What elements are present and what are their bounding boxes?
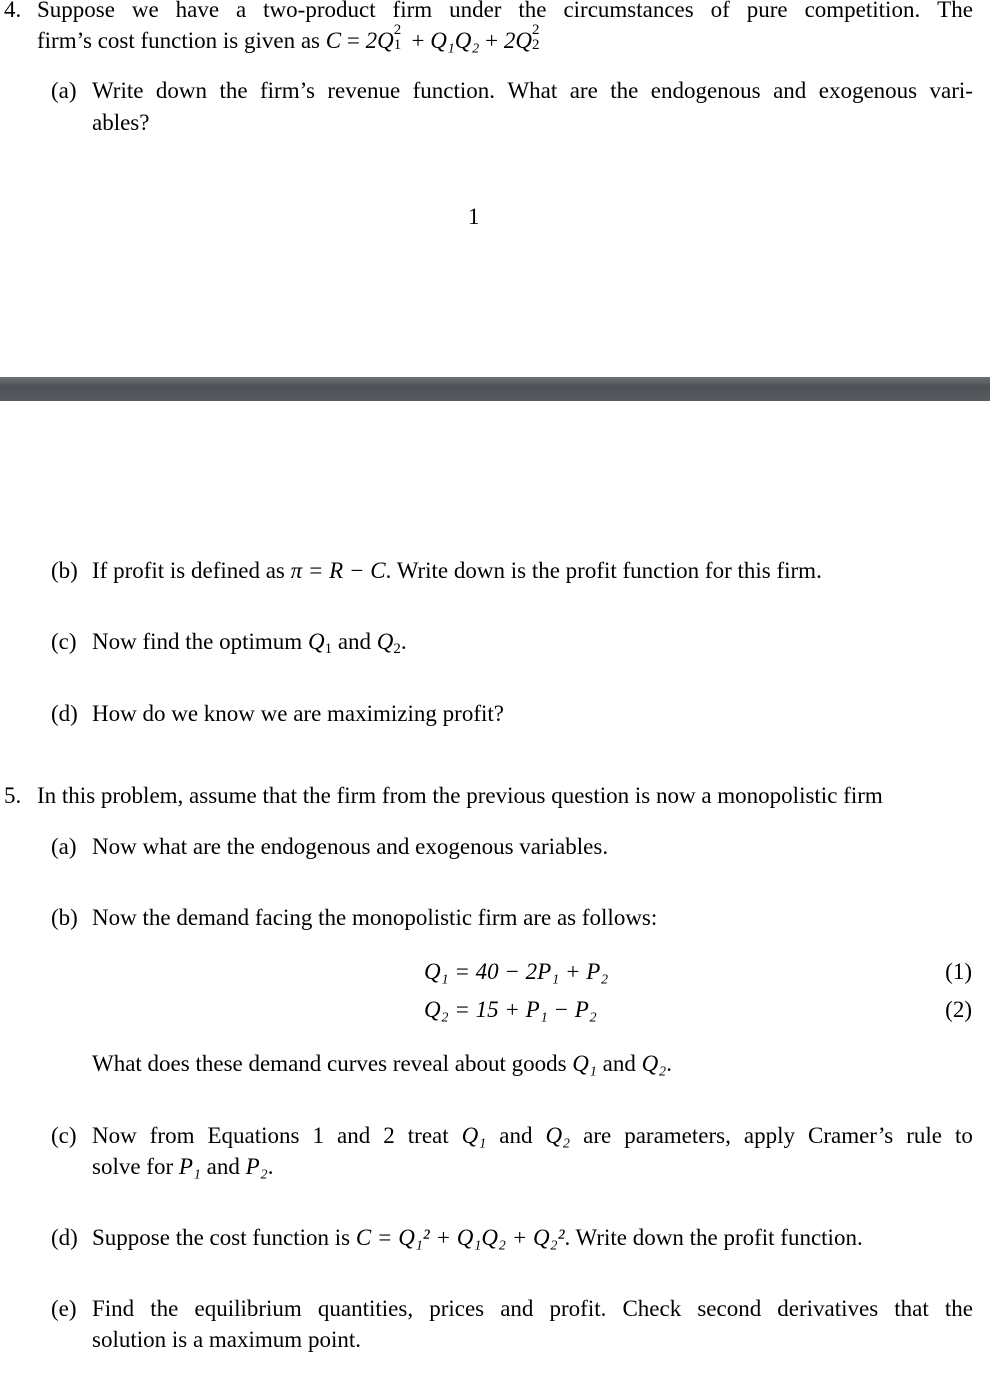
word: revenue [327, 78, 401, 103]
word: circumstances [563, 0, 694, 22]
page-break-divider [0, 377, 990, 401]
word: of [710, 0, 730, 22]
word: that [894, 1296, 929, 1321]
word: two-product [263, 0, 376, 22]
word: treat [407, 1123, 449, 1148]
word: and [773, 78, 807, 103]
demand-equation-2: Q₂ = 15 + P₁ − P₂ [424, 997, 597, 1022]
q5-intro: In this problem, assume that the firm from the previous question is now a monopolistic firm [37, 783, 883, 808]
word: vari- [929, 78, 973, 103]
word: have [175, 0, 220, 22]
q5e-line2: solution is a maximum point. [92, 1327, 361, 1352]
word: the [219, 78, 248, 103]
word: the [944, 1296, 973, 1321]
q5c-label: (c) [51, 1123, 77, 1148]
q5e-label: (e) [51, 1296, 77, 1321]
word: equilibrium [194, 1296, 302, 1321]
word: Suppose [37, 0, 115, 22]
q5d-cost-eq: C = Q₁² + Q₁Q₂ + Q₂² [355, 1225, 565, 1250]
q4-cost-equation: C = 2Q 2 1 + Q₁Q₂ + 2Q 2 2 [326, 28, 544, 53]
q5b-after: What does these demand curves reveal about goods Q₁ and Q₂. [92, 1051, 672, 1076]
q5d-text: Suppose the cost function is C = Q₁² + Q₁Q₂ + Q₂². Write down the profit function. [92, 1225, 863, 1250]
word: under [449, 0, 502, 22]
word: Write [92, 78, 144, 103]
q4-cost-term1: 2Q 2 1 [365, 22, 402, 53]
word: and [499, 1123, 533, 1148]
page-number: 1 [468, 204, 480, 229]
q4-cost-term3: 2Q 2 2 [503, 22, 540, 53]
q5a-text: Now what are the endogenous and exogenous variables. [92, 834, 609, 859]
word: the [610, 78, 639, 103]
q4a-label: (a) [51, 78, 77, 103]
word: and [500, 1296, 534, 1321]
word: function. [412, 78, 496, 103]
word: derivatives [777, 1296, 879, 1321]
word: endogenous [650, 78, 761, 103]
word: apply [743, 1123, 795, 1148]
q4-intro-line1 [37, 0, 973, 23]
word: parameters, [624, 1123, 731, 1148]
q4b-profit-eq: π = R − C [290, 558, 386, 583]
word: are [569, 78, 598, 103]
word: Q₂ [545, 1123, 571, 1148]
word: second [697, 1296, 762, 1321]
q5e-line1 [92, 1296, 973, 1322]
word: Cramer’s [808, 1123, 894, 1148]
word: Find [92, 1296, 135, 1321]
q4-cost-lhs: C [325, 28, 342, 53]
word: rule [906, 1123, 942, 1148]
q4-number: 4. [4, 0, 22, 22]
word: Check [622, 1296, 682, 1321]
word: What [507, 78, 558, 103]
word: quantities, [317, 1296, 414, 1321]
q4-cost-term2: Q₁Q₂ [430, 28, 480, 53]
q5-number: 5. [4, 783, 22, 808]
word: Now [92, 1123, 137, 1148]
demand-equation-1: Q₁ = 40 − 2P₁ + P₂ [424, 959, 609, 984]
q4d-label: (d) [51, 701, 78, 726]
word: the [518, 0, 547, 22]
word: are [583, 1123, 612, 1148]
word: The [937, 0, 973, 22]
equation-number-2: (2) [945, 997, 972, 1022]
word: firm [392, 0, 433, 22]
word: the [150, 1296, 179, 1321]
word: we [131, 0, 159, 22]
word: from [149, 1123, 195, 1148]
word: competition. [804, 0, 921, 22]
word: Q₁ [461, 1123, 487, 1148]
q4c-text: Now find the optimum $Q_1$ and $Q_2$. [92, 629, 407, 657]
word: profit. [549, 1296, 607, 1321]
q5b-label: (b) [51, 905, 78, 930]
q4c-label: (c) [51, 629, 77, 654]
q4a-line1 [92, 78, 973, 104]
q5d-label: (d) [51, 1225, 78, 1250]
word: a [236, 0, 247, 22]
word: to [954, 1123, 973, 1148]
q4d-text: How do we know we are maximizing profit? [92, 701, 504, 726]
q4-intro-line2-prefix: firm’s cost function is given as [37, 28, 320, 53]
q5a-label: (a) [51, 834, 77, 859]
word: and [337, 1123, 371, 1148]
word: prices [429, 1296, 485, 1321]
word: 1 [312, 1123, 324, 1148]
word: Equations [207, 1123, 300, 1148]
q5b-text: Now the demand facing the monopolistic firm are as follows: [92, 905, 658, 930]
q5c-line1 [92, 1123, 973, 1149]
word: exogenous [818, 78, 918, 103]
q4a-line2: ables? [92, 110, 150, 135]
word: down [155, 78, 207, 103]
word: 2 [383, 1123, 395, 1148]
equation-number-1: (1) [945, 959, 972, 984]
q4b-label: (b) [51, 558, 78, 583]
q4-intro-line2 [37, 22, 544, 54]
word: firm’s [259, 78, 315, 103]
q5c-line2: solve for P₁ and P₂. [92, 1154, 274, 1179]
word: pure [746, 0, 788, 22]
q4b-text: If profit is defined as π = R − C. Write down is the profit function for this firm. [92, 558, 822, 583]
